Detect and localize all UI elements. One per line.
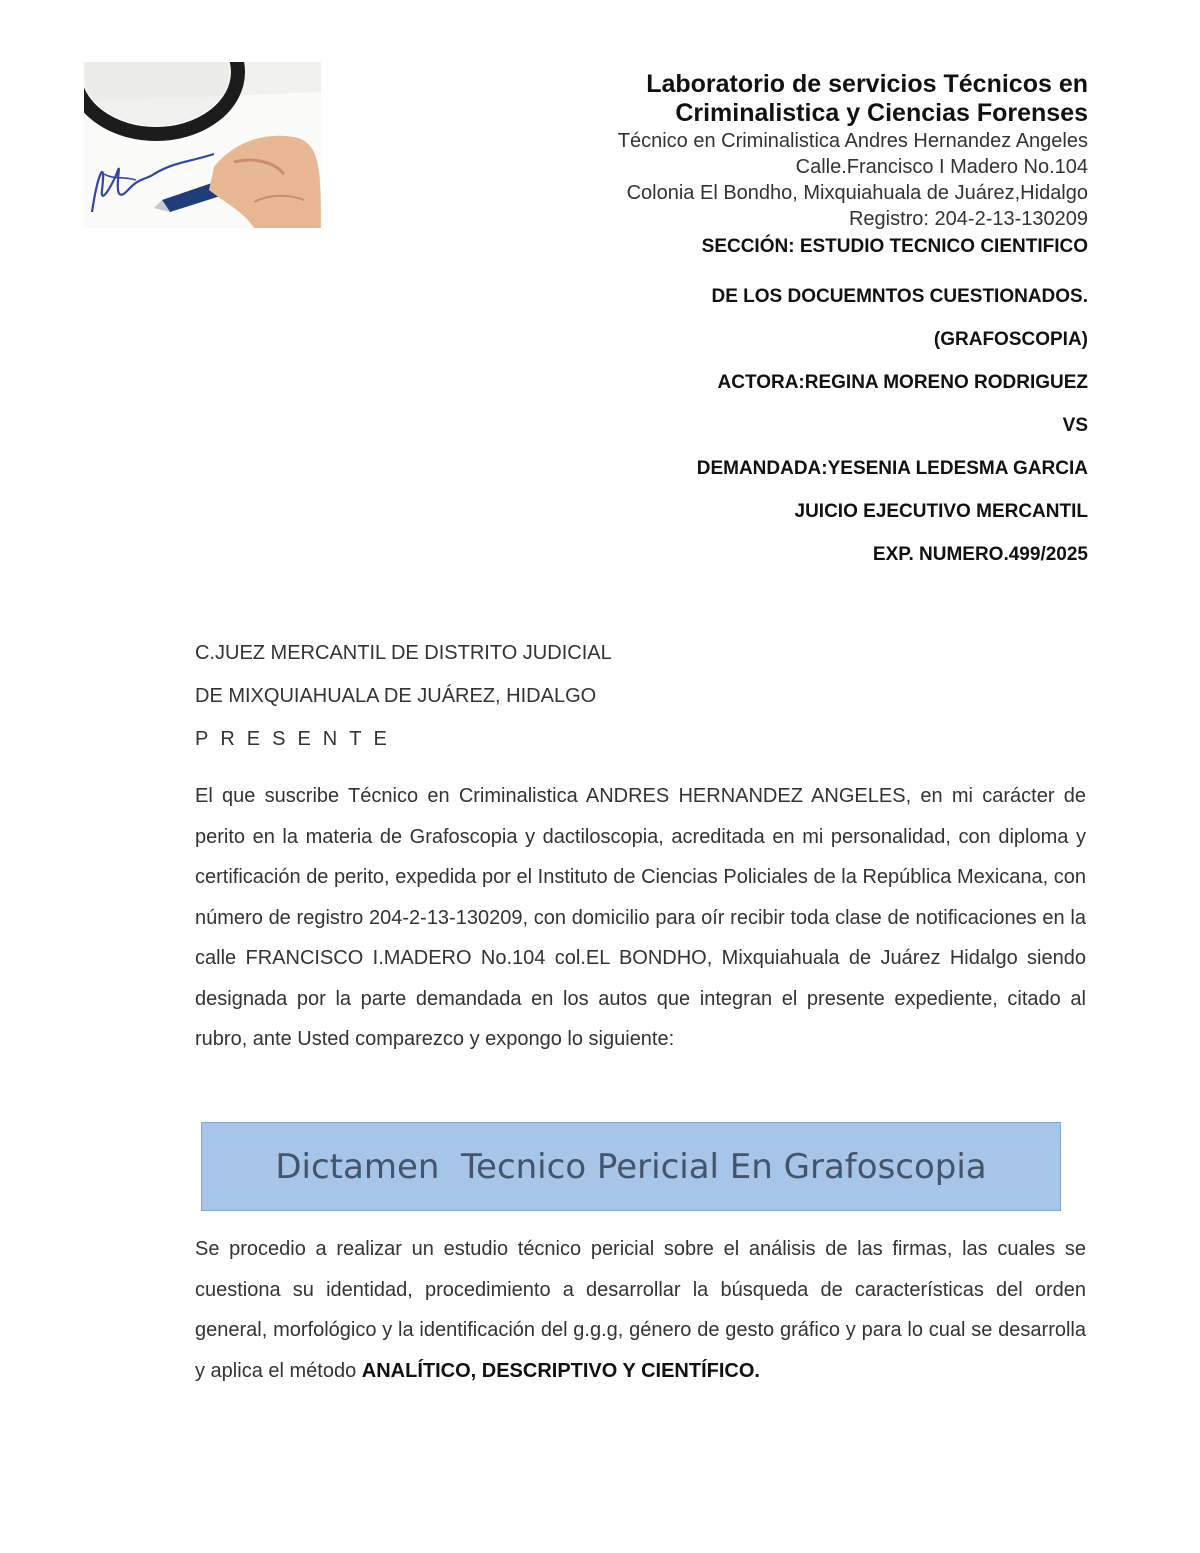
methodology-paragraph [195,1229,1086,1391]
report-title-banner: Dictamen Tecnico Pericial En Grafoscopia [201,1122,1061,1211]
trial-type-line: JUICIO EJECUTIVO MERCANTIL [794,501,1088,522]
addressee-block [195,632,795,761]
method-emphasis: ANALÍTICO, DESCRIPTIVO Y CIENTÍFICO. [361,1359,760,1382]
lab-title-line-2: Criminalistica y Ciencias Forenses [675,99,1088,127]
introduction-paragraph: El que suscribe Técnico en Criminalistica ANDRES HERNANDEZ ANGELES, en mi carácter de perito en la materia de Grafoscopia y dactiloscopia, acreditada en mi personalidad, con diploma y certificación de perito, expedida por el Instituto de Ciencias Policiales de la República Mexicana, con número de registro 204-2-13-130209, con domicilio para oír recibir toda clase de notificaciones en la calle FRANCISCO I.MADERO No.104 col.EL BONDHO, Mixquiahuala de Juárez Hidalgo siendo designada por la parte demandada en los autos que integran el presente expediente, citado al rubro, ante Usted comparezco y expongo lo siguiente: [195,785,1086,1050]
magnifier-signature-icon [84,62,321,228]
versus-line: VS [1062,415,1088,436]
street-address: Calle.Francisco I Madero No.104 [795,156,1088,178]
lab-title-line-1: Laboratorio de servicios Técnicos en [646,70,1088,98]
addressee-line-2: DE MIXQUIAHUALA DE JUÁREZ, HIDALGO [195,685,597,707]
section-line: SECCIÓN: ESTUDIO TECNICO CIENTIFICO [701,236,1088,257]
defendant-line: DEMANDADA:YESENIA LEDESMA GARCIA [696,458,1088,479]
grafoscopia-line: (GRAFOSCOPIA) [933,329,1088,350]
documents-line: DE LOS DOCUEMNTOS CUESTIONADOS. [711,286,1088,307]
case-number-line: EXP. NUMERO.499/2025 [872,544,1088,565]
presente-line: PRESENTE [195,728,399,750]
addressee-line-1: C.JUEZ MERCANTIL DE DISTRITO JUDICIAL [195,642,612,664]
letterhead [468,70,1088,576]
registration-number: Registro: 204-2-13-130209 [848,208,1088,230]
header-logo-image [84,62,321,228]
methodology-text: Se procedio a realizar un estudio técnico pericial sobre el análisis de las firmas, las cuales se cuestiona su identidad, procedimiento a desarrollar la búsqueda de características del orden general, morfológico y la identificación del g.g.g, género de gesto gráfico y para lo cual se desarrolla y aplica el método [195,1238,1086,1382]
technician-name: Técnico en Criminalistica Andres Hernandez Angeles [617,130,1088,152]
colony-address: Colonia El Bondho, Mixquiahuala de Juárez,Hidalgo [626,182,1088,204]
plaintiff-line: ACTORA:REGINA MORENO RODRIGUEZ [717,372,1088,393]
